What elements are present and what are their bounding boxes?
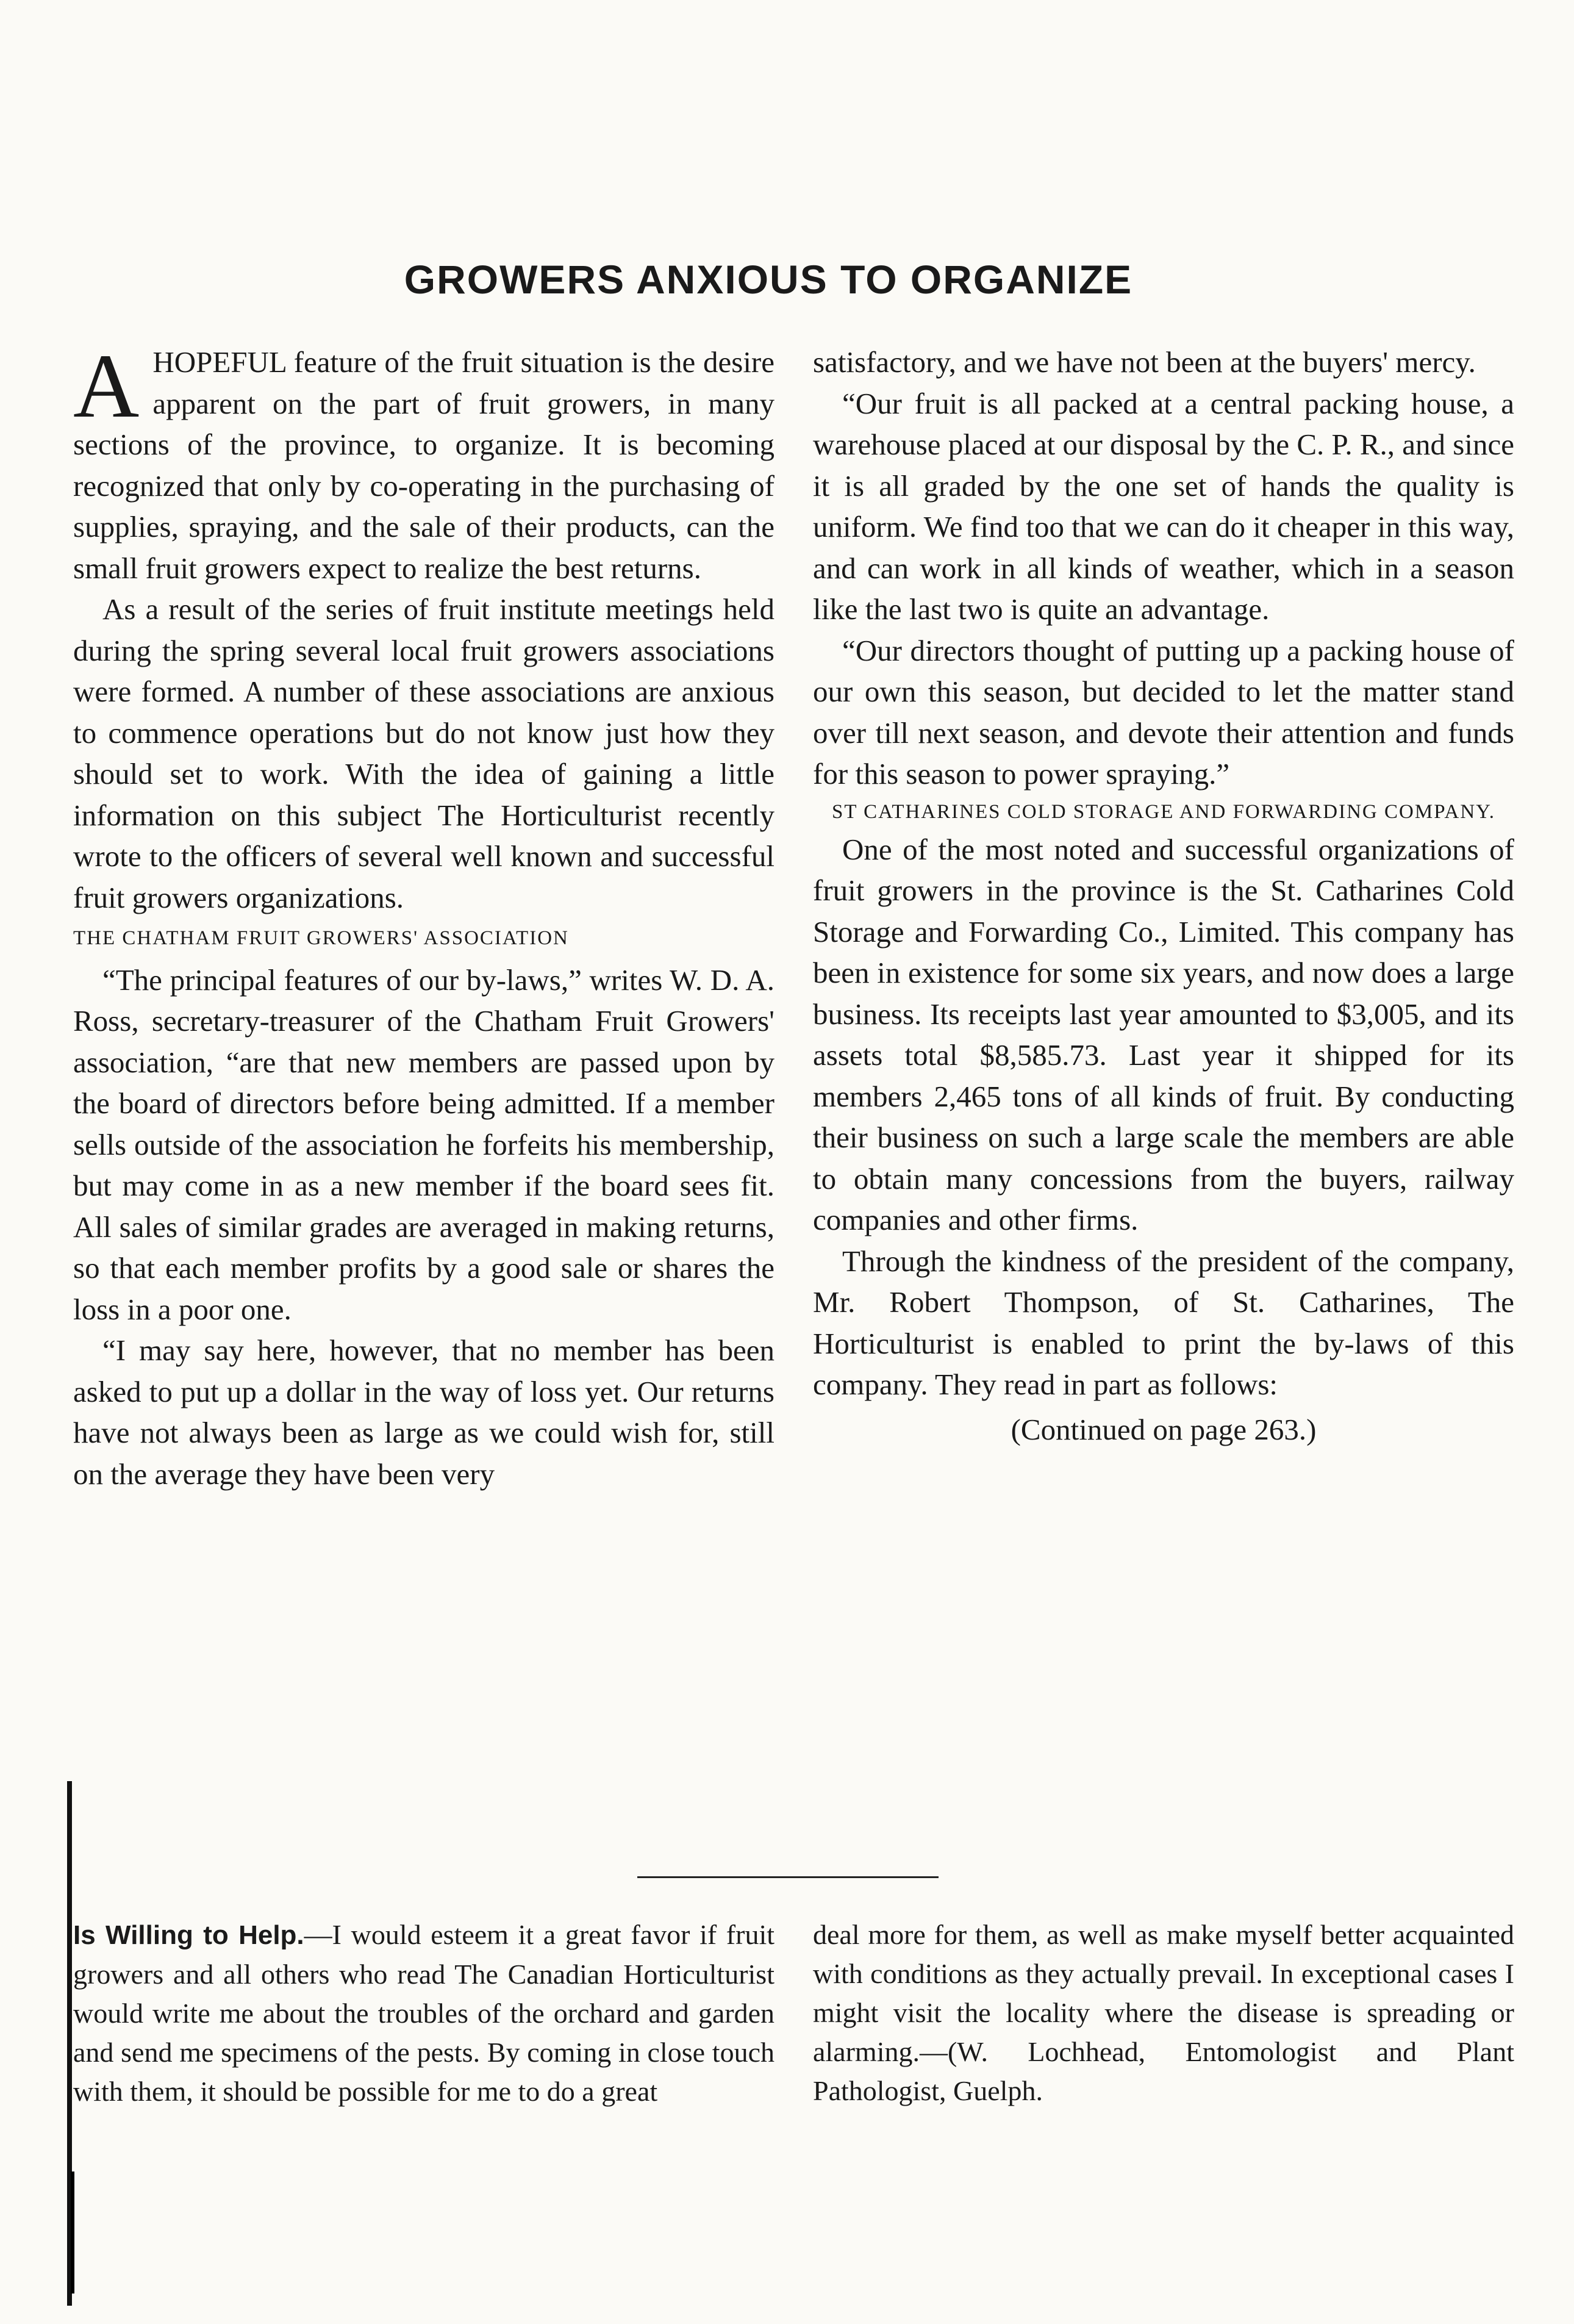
drop-cap: A — [73, 335, 140, 437]
notice-right-column — [813, 1915, 1514, 2111]
notice-text-right: deal more for them, as well as make myself better acquainted with conditions as they actually prevail. In exceptional cases I might visit the locality where the disease is spreading or alarming.—(W. Lochhead, Entomologist and Plant Pathologist, Guelph. — [813, 1919, 1514, 2106]
paragraph-institute-meetings: As a result of the series of fruit institute meetings held during the spring several local fruit growers associations were formed. A number of these associations are anxious to commence operations but do not know just how they should set to work. With the idea of gaining a little information on this subject The Horticulturist recently wrote to the officers of several well known and successful fruit growers organizations. — [73, 592, 774, 914]
article-left-column — [73, 335, 774, 1494]
paragraph-st-catharines-company: One of the most noted and successful organizations of fruit growers in the province is the St. Catharines Cold Storage and Forwarding Co., Limited. This company has been in existence for some six years, and now does a large business. Its receipts last year amounted to $3,005, and its assets total $8,585.73. Last year it shipped for its members 2,465 tons of all kinds of fruit. By conducting their business on such a large scale the members are able to obtain many concessions from the buyers, railway companies and other firms. — [813, 832, 1514, 1236]
opening-paragraph-text: HOPEFUL feature of the fruit situation is the desire apparent on the part of fruit growers, in many sections of the province, to organize. It is becoming recognized that only by co-operating in the purchasing of supplies, spraying, and the sale of their products, can the small fruit growers expect to realize the best returns. — [73, 345, 774, 585]
continued-notice: (Continued on page 263.) — [1011, 1412, 1317, 1446]
notice-text-left: —I would esteem it a great favor if fruit growers and all others who read The Canadian Horticulturist would write me about the troubles of the orchard and garden and send me specimens of the pests. By coming in close touch with them, it should be possible for me to do a great — [73, 1919, 775, 2107]
paragraph-chatham-returns: “I may say here, however, that no member has been asked to put up a dollar in the way of loss yet. Our returns have not always been as large as we could wish for, still on the average they have been very — [73, 1333, 774, 1491]
opening-paragraph — [73, 335, 774, 589]
section-heading-st-catharines: ST CATHARINES COLD STORAGE AND FORWARDING COMPANY. — [831, 800, 1496, 823]
notice-lead: Is Willing to Help. — [73, 1920, 304, 1950]
article-right-column — [813, 342, 1514, 1450]
paragraph-packing-house: “Our fruit is all packed at a central packing house, a warehouse placed at our disposal by the C. P. R., and since it is all graded by the one set of hands the quality is uniform. We find too that we can do it cheaper in this way, and can work in all kinds of weather, which in a season like the last two is quite an advantage. — [813, 386, 1514, 626]
section-heading-chatham: THE CHATHAM FRUIT GROWERS' ASSOCIATION — [73, 927, 569, 949]
paragraph-bylaws-intro: Through the kindness of the president of the company, Mr. Robert Thompson, of St. Catharines, The Horticulturist is enabled to print the by-laws of this company. They read in part as follows: — [813, 1244, 1514, 1401]
notice-paragraph — [73, 1915, 774, 2111]
page-edge-mark-dark — [71, 2172, 74, 2294]
article-title: GROWERS ANXIOUS TO ORGANIZE — [404, 257, 1133, 302]
paragraph-continuation: satisfactory, and we have not been at the buyers' mercy. — [813, 345, 1476, 379]
section-divider — [637, 1876, 939, 1878]
notice-left-column — [73, 1915, 774, 2111]
paragraph-directors: “Our directors thought of putting up a packing house of our own this season, but decided to let the matter stand over till next season, and devote their attention and funds for this season to power spraying.” — [813, 633, 1514, 791]
paragraph-chatham-bylaws: “The principal features of our by-laws,” writes W. D. A. Ross, secretary-treasurer of the Chatham Fruit Growers' association, “are that new members are passed upon by the board of directors before being admitted. If a member sells outside of the association he forfeits his membership, but may come in as a new member if the board sees fit. All sales of similar grades are averaged in making returns, so that each member profits by a good sale or shares the loss in a poor one. — [73, 963, 774, 1326]
